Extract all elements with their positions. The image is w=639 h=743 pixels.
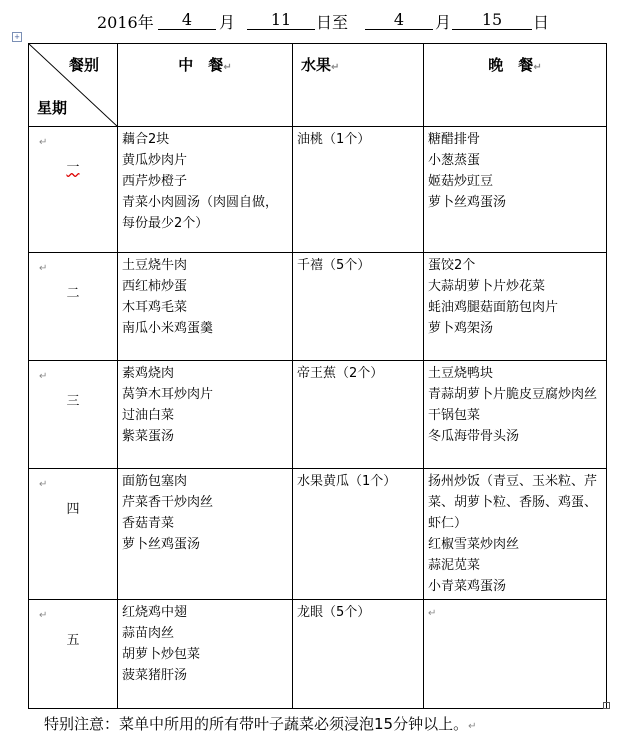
table-row [29, 253, 607, 361]
dinner-cell: 蛋饺2个 大蒜胡萝卜片炒花菜 蚝油鸡腿菇面筋包肉片 萝卜鸡架汤 [424, 253, 607, 361]
table-row [29, 469, 607, 600]
fruit-cell: 水果黄瓜（1个） [293, 469, 424, 600]
day-cell: ↵ 四 [29, 469, 118, 600]
lunch-cell: 土豆烧牛肉 西红柿炒蛋 木耳鸡毛菜 南瓜小米鸡蛋羹 [118, 253, 293, 361]
lunch-cell: 红烧鸡中翅 蒜苗肉丝 胡萝卜炒包菜 菠菜猪肝汤 [118, 600, 293, 709]
fruit-cell: 油桃（1个） [293, 127, 424, 253]
from-day: 11 [247, 10, 315, 30]
month-label-2: 月 [435, 13, 452, 32]
lunch-cell: 素鸡烧肉 莴笋木耳炒肉片 过油白菜 紫菜蛋汤 [118, 361, 293, 469]
menu-table [28, 43, 607, 709]
lunch-cell: 面筋包塞肉 芹菜香干炒肉丝 香菇青菜 萝卜丝鸡蛋汤 [118, 469, 293, 600]
to-label: 日至 [316, 13, 349, 32]
fruit-cell: 龙眼（5个） [293, 600, 424, 709]
corner-bottom-label: 星期 [37, 99, 68, 117]
table-row [29, 600, 607, 709]
corner-header-cell [29, 44, 118, 127]
day-cell: ↵ 二 [29, 253, 118, 361]
month-label-1: 月 [219, 13, 236, 32]
footer-note: 特别注意：菜单中所用的所有带叶子蔬菜必须浸泡15分钟以上。↵ [44, 715, 477, 733]
dinner-header: 晚 餐↵ [424, 44, 607, 127]
dinner-cell: 土豆烧鸭块 青蒜胡萝卜片脆皮豆腐炒肉丝 干锅包菜 冬瓜海带骨头汤 [424, 361, 607, 469]
to-month: 4 [365, 10, 433, 30]
from-month: 4 [158, 10, 216, 30]
table-row [29, 127, 607, 253]
day-cell: ↵ 三 [29, 361, 118, 469]
lunch-cell: 藕合2块 黄瓜炒肉片 西芹炒橙子 青菜小肉圆汤（肉圆自做，每份最少2个） [118, 127, 293, 253]
year-label: 2016年 [97, 13, 154, 32]
fruit-cell: 千禧（5个） [293, 253, 424, 361]
table-header-row [29, 44, 607, 127]
table-row [29, 361, 607, 469]
lunch-header: 中 餐↵ [118, 44, 293, 127]
table-resize-handle-icon[interactable] [603, 702, 610, 709]
table-move-handle-icon[interactable]: + [12, 32, 22, 42]
dinner-cell: 糖醋排骨 小葱蒸蛋 姬菇炒豇豆 萝卜丝鸡蛋汤 [424, 127, 607, 253]
to-day: 15 [452, 10, 532, 30]
day-cell: ↵ 五 [29, 600, 118, 709]
corner-top-label: 餐别 [68, 56, 99, 74]
day-cell: ↵ 一 [29, 127, 118, 253]
dinner-cell: 扬州炒饭（青豆、玉米粒、芹菜、胡萝卜粒、香肠、鸡蛋、虾仁） 红椒雪菜炒肉丝 蒜泥苋菜 小青菜鸡蛋汤 [424, 469, 607, 600]
fruit-cell: 帝王蕉（2个） [293, 361, 424, 469]
day-label: 日 [533, 13, 550, 32]
dinner-cell: ↵ [424, 600, 607, 709]
fruit-header: 水果↵ [293, 44, 424, 127]
